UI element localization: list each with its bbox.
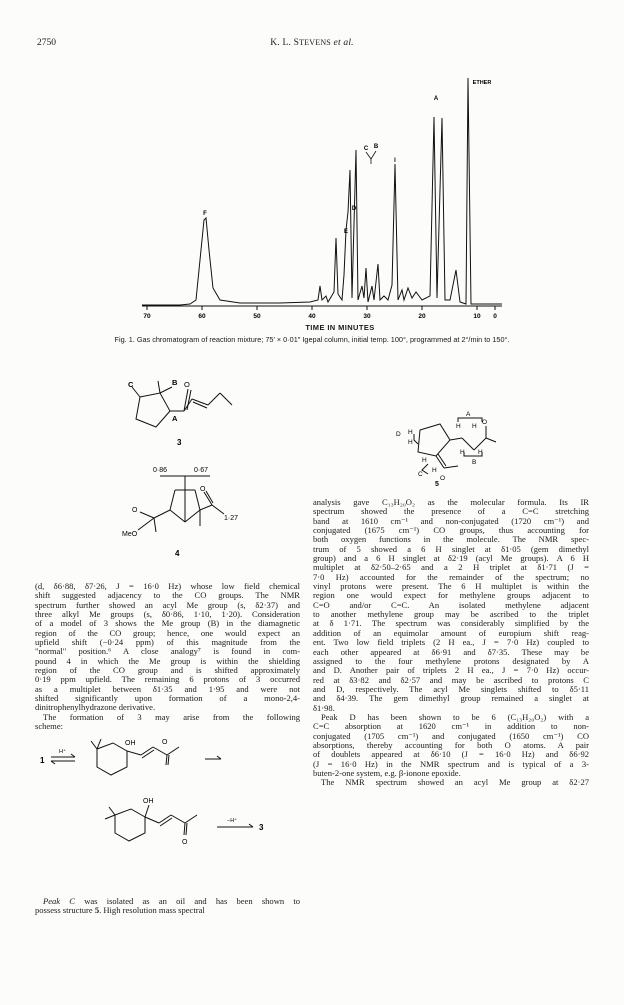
- svg-text:0·86: 0·86: [153, 467, 168, 474]
- svg-text:OH: OH: [143, 798, 154, 805]
- tick-label: 0: [493, 313, 497, 320]
- peak-label-i: I: [394, 158, 396, 164]
- svg-text:O: O: [132, 507, 138, 514]
- svg-text:−H⁺: −H⁺: [227, 818, 238, 824]
- compound-number: 4: [175, 549, 180, 558]
- compound-number: 3: [177, 438, 182, 447]
- svg-text:1·27: 1·27: [224, 515, 239, 522]
- svg-text:A: A: [172, 414, 178, 423]
- peak-c-paragraph: Peak C was isolated as an oil and has been shown to possess structure 5. High resolution mass spectral: [35, 896, 300, 916]
- svg-text:OH: OH: [125, 740, 136, 747]
- tick-label: 20: [418, 313, 426, 320]
- x-axis-label: TIME IN MINUTES: [305, 323, 375, 332]
- svg-text:H⁺: H⁺: [59, 749, 66, 755]
- peak-label-ether: ETHER: [472, 80, 492, 86]
- svg-text:O: O: [182, 839, 188, 846]
- tick-label: 70: [143, 313, 151, 320]
- chromatogram-trace: [142, 78, 502, 305]
- svg-text:C: C: [418, 471, 423, 478]
- svg-text:C: C: [128, 380, 134, 389]
- svg-text:MeO: MeO: [122, 531, 138, 538]
- tick-label: 50: [253, 313, 261, 320]
- tick-label: 30: [363, 313, 371, 320]
- svg-text:O: O: [482, 419, 488, 426]
- svg-text:3: 3: [259, 823, 264, 832]
- peak-label-d: D: [351, 206, 357, 212]
- svg-text:H: H: [422, 457, 427, 464]
- left-column-text: (d, δ6·88, δ7·26, J = 16·0 Hz) whose low field chemical shift suggested adjacency to the CO groups. The NMR spectrum further showed an acyl Me group (s, δ2·37) and three alkyl Me groups (s, δ0·86, 1·10, 1·20). Consideration of a model of 3 shows the Me group (B) in the diamagnetic region of the CO group; hence, one would expect an upfield shift (−0·24 ppm) of this magnitude from the "normal" position.⁶ A close analogy⁷ is found in com- pound 4 in which the Me group is within the shielding region of the CO group and is shifted approximately 0·19 ppm upfield. The remaining 6 protons of 3 occurred as a multiplet between δ1·35 and 1·95 and were not shifted significantly upon formation of a mono-2,4- dinitrophenylhydrazone derivative. The formation of 3 may arise from the following scheme:: [35, 581, 300, 732]
- running-head: K. L. STEVENS et al.: [270, 38, 354, 48]
- svg-text:H: H: [456, 423, 461, 430]
- svg-text:H: H: [408, 439, 413, 446]
- svg-text:H: H: [408, 429, 413, 436]
- svg-text:H: H: [478, 449, 483, 456]
- svg-text:0·67: 0·67: [194, 467, 209, 474]
- peak-label-f: F: [203, 211, 207, 217]
- figure-caption: Fig. 1. Gas chromatogram of reaction mixture; 75′ × 0·01″ Igepal column, initial temp. 100°, programmed at 2°/min to 150°.: [114, 335, 510, 344]
- reaction-scheme: [35, 733, 305, 895]
- svg-text:1: 1: [40, 756, 45, 765]
- structure-5: [378, 410, 518, 488]
- svg-text:O: O: [440, 475, 446, 482]
- svg-text:B: B: [172, 378, 178, 387]
- right-column-text: analysis gave C₁₃H₂₀O₂ as the molecular formula. Its IR spectrum showed the presence of a C=C stretching band at 1610 cm⁻¹ and non-conjugated (1720 cm⁻¹) and conjugated (1675 cm⁻¹) CO groups, thus accounting for both oxygen functions in the molecule. The NMR spec- trum of 5 showed a 6 H singlet at δ1·05 (gem dimethyl group) and a 6 H singlet at δ2·19 (acyl Me groups). A 6 H multiplet at δ2·50–2·65 and a 2 H triplet at δ1·71 (J = 7·0 Hz) accounted for the remainder of the spectrum; no vinyl protons were present. The 6 H multiplet is within the region one would expect for methylene groups adjacent to C=O and/or C=C. An isolated methylene adjacent to another methylene group may be ascribed to the triplet at δ 1·71. The spectrum was considerably simplified by the addition of an equimolar amount of europium shift reag- ent. Two low field triplets (2 H ea., J = 7·0 Hz) coupled to each other appeared at δ6·91 and δ7·35. These may be assigned to the four methylene protons designated by A and D. Another pair of triplets 2 H ea., J = 7·0 Hz) occur- red at δ3·82 and δ2·57 and may be ascribed to protons C and D, respectively. The acyl Me singlets shifted to δ5·11 and δ4·39. The gem dimethyl group remained a singlet at δ1·98. Peak D has been shown to be 6 (C₁₃H₂₀O₂) with a C=C absorption at 1620 cm⁻¹ in addition to non- conjugated (1705 cm⁻¹) and conjugated (1650 cm⁻¹) CO absorptions, thereby accounting for both O atoms. A pair of doublets appeared at δ6·10 (J = 16·0 Hz) and δ6·92 (J = 16·0 Hz) in the NMR spectrum and is typical of a 3- buten-2-one system, e.g. β-ionone epoxide. The NMR spectrum showed an acyl Me group at δ2·27: [313, 497, 589, 788]
- peak-label-a: A: [433, 96, 439, 102]
- structure-3: [120, 375, 270, 450]
- svg-text:H: H: [432, 467, 437, 474]
- compound-number: 5: [435, 481, 439, 488]
- tick-label: 10: [473, 313, 481, 320]
- svg-text:H: H: [460, 449, 465, 456]
- svg-text:H: H: [472, 423, 477, 430]
- svg-text:A: A: [466, 411, 471, 418]
- peak-label-c: C: [363, 146, 369, 152]
- svg-text:B: B: [472, 459, 477, 466]
- peak-label-b: B: [373, 144, 379, 150]
- svg-text:O: O: [200, 486, 206, 493]
- gas-chromatogram: [130, 60, 550, 325]
- tick-label: 60: [198, 313, 206, 320]
- structure-4: [120, 460, 280, 565]
- tick-label: 40: [308, 313, 316, 320]
- page-number: 2750: [37, 38, 56, 48]
- svg-text:D: D: [396, 431, 401, 438]
- peak-label-e: E: [343, 229, 349, 235]
- svg-text:O: O: [184, 380, 190, 389]
- svg-text:O: O: [162, 739, 168, 746]
